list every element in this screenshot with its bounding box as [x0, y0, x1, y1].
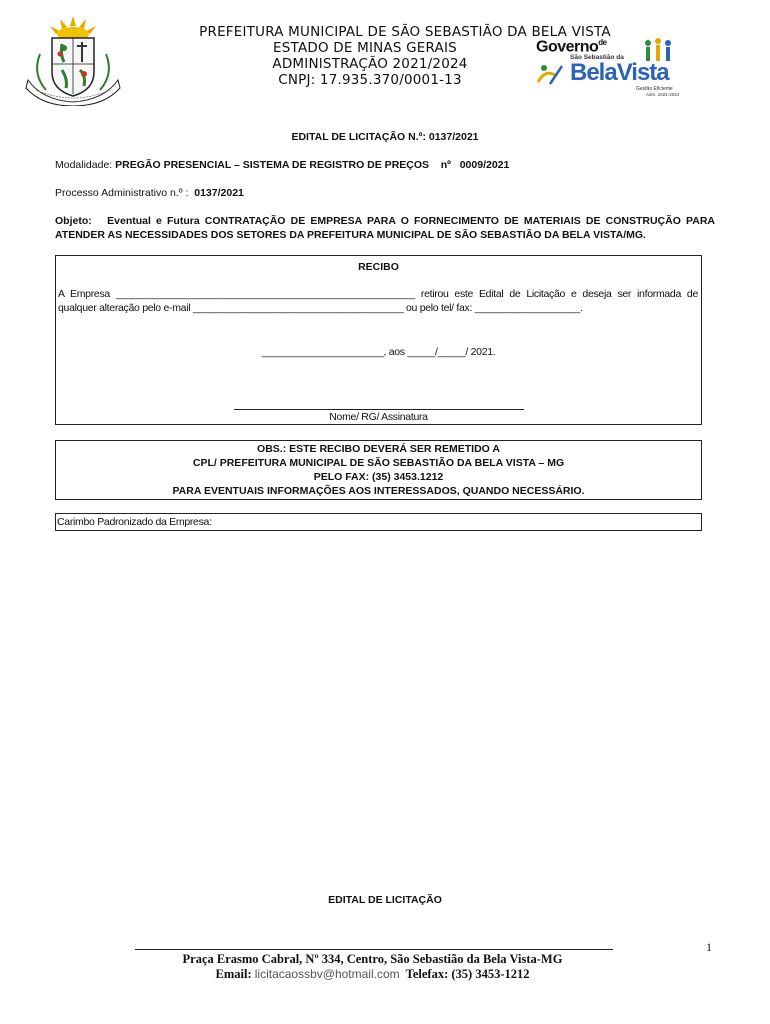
telefax: Telefax: (35) 3453-1212: [405, 967, 530, 981]
objeto-label: Objeto:: [55, 215, 92, 227]
carimbo-label: Carimbo Padronizado da Empresa:: [57, 516, 212, 528]
logo-bela-vista-text: BelaVista: [570, 59, 669, 86]
modalidade-line: [55, 159, 509, 171]
logo-years: Adm. 2021-2024: [646, 92, 680, 97]
signature-label: Nome/ RG/ Assinatura: [329, 411, 428, 423]
footer-title: EDITAL DE LICITAÇÃO: [328, 894, 442, 906]
footer-rule: [135, 949, 613, 950]
page-number: 1: [706, 940, 712, 954]
email-label: Email:: [215, 967, 252, 981]
processo-value: 0137/2021: [194, 187, 244, 199]
modalidade-number: 0009/2021: [459, 159, 510, 171]
logo-tagline: Gestão Eficiente: [636, 86, 673, 92]
obs-line-3: PELO FAX: (35) 3453.1212: [313, 471, 444, 483]
recibo-box: [55, 255, 702, 425]
governo-bela-vista-logo: [536, 38, 681, 100]
modalidade-value: PREGÃO PRESENCIAL – SISTEMA DE REGISTRO DE PREÇOS: [115, 159, 430, 171]
processo-line: [55, 187, 244, 199]
administration-period: ADMINISTRAÇÃO 2021/2024: [272, 56, 468, 72]
footer-address-block: [0, 952, 745, 982]
processo-label: Processo Administrativo n.º :: [55, 187, 189, 199]
obs-line-1: OBS.: ESTE RECIBO DEVERÁ SER REMETIDO A: [257, 443, 500, 455]
obs-line-2: CPL/ PREFEITURA MUNICIPAL DE SÃO SEBASTIÃO DA BELA VISTA – MG: [192, 457, 565, 469]
logo-city-text: São Sebastião da: [570, 54, 624, 61]
municipality-name: PREFEITURA MUNICIPAL DE SÃO SEBASTIÃO DA BELA VISTA: [199, 24, 611, 40]
recibo-paragraph: A Empresa ______________________________________________________ retirou este Edital de Licitação e deseja ser informada de qualquer alteração pelo e-mail ______________________________________ ou pelo tel/ fax: ___________________.: [58, 288, 698, 314]
modalidade-label: Modalidade:: [55, 159, 113, 171]
objeto-paragraph: [55, 214, 715, 242]
logo-governo-text: Governo$^{de}$: [536, 38, 607, 56]
cnpj-number: CNPJ: 17.935.370/0001-13: [278, 72, 462, 88]
logo-figures-icon: [536, 58, 568, 88]
signature-rule: [234, 409, 524, 410]
obs-box: [55, 440, 702, 500]
obs-line-4: PARA EVENTUAIS INFORMAÇÕES AOS INTERESSADOS, QUANDO NECESSÁRIO.: [172, 485, 585, 497]
carimbo-box: [55, 513, 702, 531]
email-link[interactable]: licitacaossbv@hotmail.com: [254, 967, 400, 981]
modalidade-number-label: nº: [440, 159, 451, 171]
edital-title: EDITAL DE LICITAÇÃO N.º: 0137/2021: [291, 131, 479, 143]
municipal-crest-logo: [22, 14, 124, 106]
footer-contact: [0, 967, 745, 982]
footer-address: Praça Erasmo Cabral, Nº 334, Centro, São Sebastião da Bela Vista-MG: [182, 952, 563, 966]
objeto-text: Eventual e Futura CONTRATAÇÃO DE EMPRESA PARA O FORNECIMENTO DE MATERIAIS DE CONSTRUÇÃO PARA ATENDER AS NECESSIDADES DOS SETORES DA PREFEITURA MUNICIPAL DE SÃO SEBASTIÃO DA BELA VISTA/MG.: [55, 215, 715, 241]
recibo-title: RECIBO: [358, 261, 399, 273]
state-name: ESTADO DE MINAS GERAIS: [273, 40, 457, 56]
recibo-date-line: ______________________, aos _____/_____/ 2021.: [261, 346, 496, 358]
